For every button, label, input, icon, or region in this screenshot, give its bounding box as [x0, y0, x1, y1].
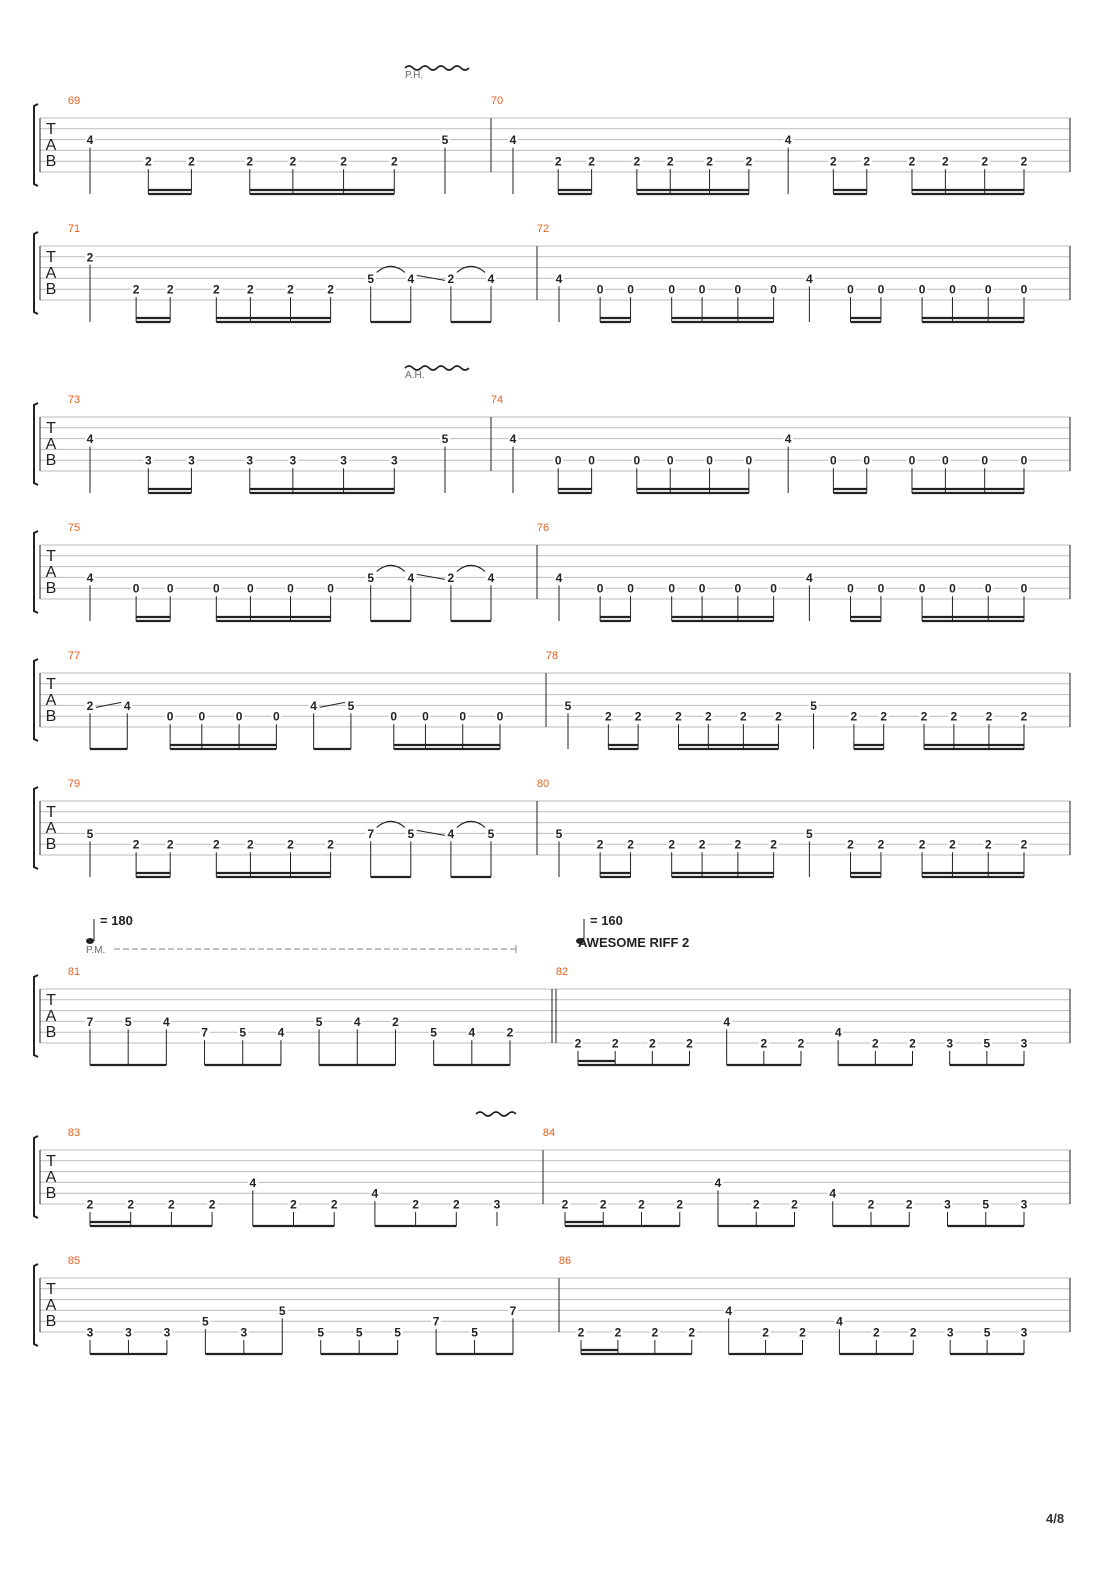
fret-number: 2 [132, 282, 140, 297]
fret-number: 3 [1020, 1036, 1028, 1051]
fret-number: 0 [1020, 453, 1028, 468]
fret-number: 3 [188, 453, 195, 468]
tab-clef-t: T [46, 804, 56, 821]
fret-number: 2 [166, 837, 174, 852]
fret-number: 3 [1020, 1197, 1028, 1212]
fret-number: 0 [877, 282, 885, 297]
fret-number: 2 [950, 709, 958, 724]
fret-number: 3 [340, 453, 347, 468]
fret-number: 2 [627, 837, 634, 852]
fret-number: 0 [390, 709, 398, 724]
fret-number: 0 [706, 453, 713, 468]
fret-number: 2 [290, 1197, 297, 1212]
measure-number: 73 [67, 394, 81, 406]
fret-number: 0 [287, 581, 294, 596]
fret-number: 2 [863, 154, 871, 169]
fret-number: 5 [982, 1197, 990, 1212]
fret-number: 4 [371, 1186, 379, 1201]
fret-number: 4 [310, 698, 317, 713]
fret-number: 5 [983, 1036, 991, 1051]
fret-number: 3 [163, 1325, 171, 1340]
system-bracket [34, 403, 38, 485]
fret-number: 2 [1020, 709, 1028, 724]
tab-system [34, 1255, 1070, 1354]
fret-number: 0 [770, 581, 777, 596]
fret-number: 2 [942, 154, 949, 169]
fret-number: 2 [745, 154, 753, 169]
fret-number: 2 [634, 709, 642, 724]
tab-clef-b: B [45, 836, 57, 853]
palm-mute-label: P.M. [86, 945, 106, 956]
system-bracket [34, 659, 38, 741]
fret-number: 0 [166, 709, 174, 724]
fret-number: 2 [86, 250, 94, 265]
fret-number: 2 [330, 1197, 338, 1212]
fret-number: 2 [830, 154, 837, 169]
fret-number: 0 [198, 709, 206, 724]
tab-system [34, 522, 1070, 621]
fret-number: 2 [166, 282, 174, 297]
fret-number: 7 [509, 1303, 517, 1318]
fret-number: 3 [946, 1036, 954, 1051]
fret-number: 0 [668, 581, 676, 596]
fret-number: 4 [277, 1025, 285, 1040]
fret-number: 2 [561, 1197, 569, 1212]
fret-number: 2 [208, 1197, 216, 1212]
fret-number: 2 [412, 1197, 419, 1212]
fret-number: 0 [459, 709, 467, 724]
fret-number: 2 [506, 1025, 514, 1040]
fret-number: 5 [430, 1025, 437, 1040]
fret-number: 3 [125, 1325, 132, 1340]
tab-clef-t: T [46, 1153, 56, 1170]
fret-number: 4 [836, 1314, 843, 1329]
tab-clef-a: A [45, 1169, 57, 1186]
fret-number: 0 [627, 282, 634, 297]
fret-number: 0 [273, 709, 280, 724]
fret-number: 0 [132, 581, 140, 596]
fret-number: 0 [698, 581, 706, 596]
fret-number: 2 [392, 1014, 399, 1029]
fret-number: 2 [599, 1197, 607, 1212]
tab-clef-b: B [45, 153, 57, 170]
fret-number: 2 [287, 837, 294, 852]
fret-number: 2 [908, 154, 916, 169]
tab-clef-b: B [45, 708, 57, 725]
fret-number: 2 [984, 837, 992, 852]
fret-number: 2 [596, 837, 604, 852]
tab-system [34, 366, 1070, 493]
fret-number: 7 [432, 1314, 440, 1329]
fret-number: 2 [668, 837, 676, 852]
system-bracket [34, 1264, 38, 1346]
fret-number: 2 [688, 1325, 696, 1340]
fret-number: 0 [235, 709, 243, 724]
measure-number: 70 [490, 95, 504, 107]
fret-number: 5 [471, 1325, 478, 1340]
tempo-marking: = 180 [100, 913, 133, 928]
fret-number: 2 [289, 154, 297, 169]
fret-number: 4 [784, 432, 792, 447]
fret-number: 2 [920, 709, 928, 724]
fret-number: 4 [806, 271, 813, 286]
measure-number: 78 [545, 650, 559, 662]
fret-number: 0 [863, 453, 871, 468]
fret-number: 2 [740, 709, 747, 724]
fret-number: 2 [985, 709, 993, 724]
fret-number: 2 [880, 709, 888, 724]
fret-number: 3 [240, 1325, 248, 1340]
fret-number: 0 [633, 453, 641, 468]
fret-number: 2 [577, 1325, 585, 1340]
fret-number: 5 [810, 698, 817, 713]
fret-number: 5 [347, 698, 355, 713]
fret-number: 0 [830, 453, 837, 468]
fret-number: 2 [1020, 837, 1028, 852]
fret-number: 5 [239, 1025, 247, 1040]
fret-number: 4 [407, 271, 415, 286]
fret-number: 2 [86, 698, 94, 713]
tab-clef-b: B [45, 281, 57, 298]
fret-number: 2 [287, 282, 294, 297]
fret-number: 2 [86, 1197, 94, 1212]
fret-number: 0 [984, 282, 992, 297]
tab-clef-b: B [45, 580, 57, 597]
fret-number: 2 [867, 1197, 875, 1212]
fret-number: 0 [596, 581, 604, 596]
fret-number: 5 [86, 826, 94, 841]
fret-number: 4 [555, 271, 563, 286]
fret-number: 0 [422, 709, 429, 724]
fret-number: 0 [627, 581, 634, 596]
tab-clef-t: T [46, 420, 56, 437]
fret-number: 0 [908, 453, 916, 468]
fret-number: 0 [698, 282, 706, 297]
fret-number: 4 [725, 1303, 733, 1318]
measure-number: 84 [542, 1127, 556, 1139]
fret-number: 0 [984, 581, 992, 596]
fret-number: 0 [949, 581, 956, 596]
system-bracket [34, 787, 38, 869]
fret-number: 2 [949, 837, 956, 852]
fret-number: 2 [340, 154, 347, 169]
measure-number: 80 [536, 778, 550, 790]
section-title: AWESOME RIFF 2 [578, 935, 690, 950]
fret-number: 2 [871, 1036, 879, 1051]
fret-number: 0 [981, 453, 989, 468]
fret-number: 0 [847, 581, 854, 596]
fret-number: 2 [614, 1325, 622, 1340]
fret-number: 0 [877, 581, 885, 596]
fret-number: 4 [834, 1025, 842, 1040]
tab-system [34, 778, 1070, 877]
fret-number: 3 [944, 1197, 951, 1212]
fret-number: 5 [317, 1325, 325, 1340]
tab-clef-t: T [46, 249, 56, 266]
fret-number: 5 [367, 271, 375, 286]
fret-number: 4 [555, 570, 563, 585]
tab-system [34, 223, 1070, 322]
measure-number: 82 [555, 966, 569, 978]
fret-number: 5 [407, 826, 415, 841]
fret-number: 5 [555, 826, 563, 841]
harmonic-label: P.H. [405, 70, 424, 81]
page-number: 4/8 [1046, 1511, 1065, 1526]
fret-number: 4 [353, 1014, 361, 1029]
fret-number: 7 [201, 1025, 208, 1040]
fret-number: 2 [247, 837, 254, 852]
fret-number: 4 [509, 133, 517, 148]
fret-number: 2 [574, 1036, 582, 1051]
tab-clef-b: B [45, 452, 57, 469]
fret-number: 2 [775, 709, 782, 724]
fret-number: 2 [770, 837, 777, 852]
fret-number: 0 [734, 282, 742, 297]
fret-number: 2 [760, 1036, 768, 1051]
fret-number: 0 [668, 282, 676, 297]
measure-number: 83 [67, 1127, 81, 1139]
fret-number: 0 [770, 282, 777, 297]
fret-number: 2 [734, 837, 742, 852]
fret-number: 0 [942, 453, 949, 468]
fret-number: 2 [554, 154, 562, 169]
fret-number: 2 [168, 1197, 175, 1212]
measure-number: 69 [67, 95, 81, 107]
fret-number: 4 [249, 1175, 257, 1190]
fret-number: 2 [850, 709, 858, 724]
fret-number: 4 [86, 133, 94, 148]
fret-number: 4 [806, 570, 813, 585]
fret-number: 2 [799, 1325, 806, 1340]
fret-number: 4 [487, 271, 495, 286]
fret-number: 2 [390, 154, 398, 169]
measure-number: 85 [67, 1255, 81, 1267]
tab-clef-a: A [45, 692, 57, 709]
fret-number: 2 [872, 1325, 880, 1340]
fret-number: 2 [706, 154, 713, 169]
fret-number: 5 [806, 826, 813, 841]
fret-number: 0 [918, 581, 926, 596]
fret-number: 0 [588, 453, 595, 468]
vibrato-mark [405, 366, 469, 370]
fret-number: 2 [847, 837, 854, 852]
fret-number: 5 [441, 432, 449, 447]
fret-number: 2 [698, 837, 706, 852]
fret-number: 2 [212, 837, 220, 852]
fret-number: 5 [487, 826, 495, 841]
fret-number: 4 [509, 432, 517, 447]
fret-number: 0 [596, 282, 604, 297]
tab-clef-a: A [45, 1297, 57, 1314]
tab-system [34, 650, 1070, 749]
fret-number: 4 [829, 1186, 837, 1201]
fret-number: 2 [981, 154, 989, 169]
vibrato-mark [405, 66, 469, 70]
fret-number: 5 [441, 133, 449, 148]
fret-number: 0 [666, 453, 674, 468]
fret-number: 0 [327, 581, 334, 596]
fret-number: 2 [327, 837, 334, 852]
fret-number: 2 [762, 1325, 769, 1340]
fret-number: 5 [367, 570, 375, 585]
system-bracket [34, 531, 38, 613]
fret-number: 5 [315, 1014, 323, 1029]
fret-number: 2 [648, 1036, 656, 1051]
fret-number: 2 [452, 1197, 460, 1212]
tab-system [34, 66, 1070, 194]
fret-number: 2 [791, 1197, 798, 1212]
fret-number: 2 [675, 709, 682, 724]
fret-number: 0 [166, 581, 174, 596]
fret-number: 4 [86, 432, 94, 447]
measure-number: 74 [490, 394, 504, 406]
fret-number: 2 [666, 154, 674, 169]
fret-number: 7 [86, 1014, 94, 1029]
fret-number: 4 [86, 570, 94, 585]
fret-number: 0 [1020, 581, 1028, 596]
tab-clef-a: A [45, 564, 57, 581]
fret-number: 2 [188, 154, 195, 169]
fret-number: 5 [124, 1014, 132, 1029]
fret-number: 5 [278, 1303, 286, 1318]
measure-number: 75 [67, 522, 81, 534]
measure-number: 79 [67, 778, 81, 790]
fret-number: 0 [554, 453, 562, 468]
fret-number: 0 [847, 282, 854, 297]
tab-clef-a: A [45, 265, 57, 282]
fret-number: 2 [247, 282, 254, 297]
fret-number: 2 [327, 282, 334, 297]
tab-clef-b: B [45, 1185, 57, 1202]
tempo-note-icon [86, 938, 94, 944]
measure-number: 77 [67, 650, 81, 662]
tab-system [34, 1112, 1070, 1226]
fret-number: 2 [918, 837, 926, 852]
tab-clef-a: A [45, 820, 57, 837]
fret-number: 3 [1020, 1325, 1028, 1340]
fret-number: 5 [983, 1325, 991, 1340]
fret-number: 5 [564, 698, 572, 713]
measure-number: 81 [67, 966, 81, 978]
fret-number: 2 [212, 282, 220, 297]
tab-clef-b: B [45, 1313, 57, 1330]
fret-number: 2 [132, 837, 140, 852]
fret-number: 3 [390, 453, 398, 468]
system-bracket [34, 975, 38, 1057]
tab-clef-a: A [45, 436, 57, 453]
fret-number: 5 [394, 1325, 401, 1340]
fret-number: 3 [246, 453, 254, 468]
fret-number: 2 [1020, 154, 1028, 169]
system-bracket [34, 104, 38, 186]
fret-number: 3 [144, 453, 152, 468]
fret-number: 2 [638, 1197, 645, 1212]
fret-number: 0 [496, 709, 504, 724]
tab-clef-a: A [45, 1008, 57, 1025]
tab-clef-t: T [46, 1281, 56, 1298]
tab-clef-t: T [46, 676, 56, 693]
tab-clef-t: T [46, 548, 56, 565]
fret-number: 4 [407, 570, 415, 585]
fret-number: 3 [946, 1325, 954, 1340]
fret-number: 0 [247, 581, 254, 596]
fret-number: 2 [877, 837, 885, 852]
fret-number: 2 [447, 570, 455, 585]
fret-number: 3 [86, 1325, 94, 1340]
fret-number: 0 [918, 282, 926, 297]
system-bracket [34, 232, 38, 314]
measure-number: 76 [536, 522, 550, 534]
fret-number: 4 [163, 1014, 170, 1029]
fret-number: 2 [909, 1036, 916, 1051]
measure-number: 86 [558, 1255, 572, 1267]
fret-number: 2 [752, 1197, 760, 1212]
tab-clef-a: A [45, 137, 57, 154]
fret-number: 2 [604, 709, 612, 724]
tab-system [34, 913, 1070, 1065]
measure-number: 72 [536, 223, 550, 235]
tempo-marking: = 160 [590, 913, 623, 928]
fret-number: 5 [355, 1325, 363, 1340]
fret-number: 4 [784, 133, 792, 148]
fret-number: 4 [714, 1175, 722, 1190]
fret-number: 4 [123, 698, 131, 713]
fret-number: 4 [487, 570, 495, 585]
measure-number: 71 [67, 223, 81, 235]
tab-clef-b: B [45, 1024, 57, 1041]
fret-number: 0 [734, 581, 742, 596]
fret-number: 3 [493, 1197, 501, 1212]
fret-number: 2 [127, 1197, 135, 1212]
fret-number: 5 [202, 1314, 209, 1329]
fret-number: 2 [588, 154, 595, 169]
fret-number: 2 [686, 1036, 693, 1051]
fret-number: 2 [633, 154, 641, 169]
fret-number: 2 [676, 1197, 684, 1212]
harmonic-label: A.H. [405, 370, 425, 381]
fret-number: 2 [704, 709, 712, 724]
fret-number: 0 [212, 581, 220, 596]
tab-clef-t: T [46, 992, 56, 1009]
tab-clef-t: T [46, 121, 56, 138]
fret-number: 3 [289, 453, 297, 468]
fret-number: 0 [745, 453, 753, 468]
fret-number: 4 [447, 826, 455, 841]
fret-number: 4 [723, 1014, 731, 1029]
fret-number: 2 [651, 1325, 659, 1340]
fret-number: 0 [1020, 282, 1028, 297]
fret-number: 7 [367, 826, 375, 841]
fret-number: 2 [144, 154, 152, 169]
fret-number: 2 [611, 1036, 619, 1051]
fret-number: 2 [909, 1325, 917, 1340]
fret-number: 2 [905, 1197, 913, 1212]
fret-number: 2 [797, 1036, 805, 1051]
fret-number: 2 [447, 271, 455, 286]
fret-number: 4 [468, 1025, 476, 1040]
system-bracket [34, 1136, 38, 1218]
fret-number: 0 [949, 282, 956, 297]
vibrato-mark [476, 1112, 516, 1116]
fret-number: 2 [246, 154, 254, 169]
